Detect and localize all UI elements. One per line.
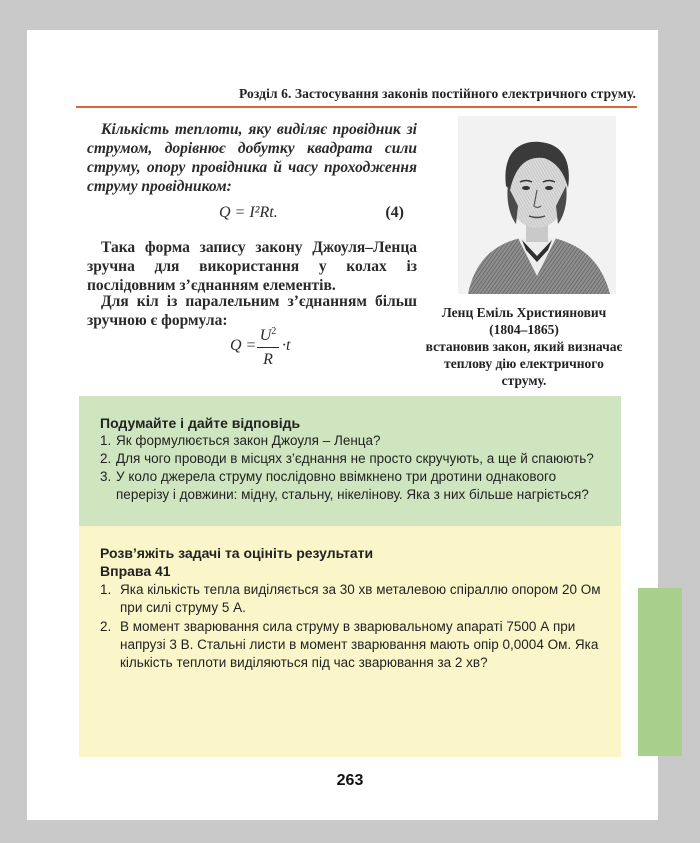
- portrait-caption: [424, 304, 624, 389]
- formula-2-fraction: [257, 326, 279, 369]
- portrait-image: [458, 116, 616, 294]
- formula-2-lhs: Q =: [230, 337, 257, 354]
- formula-2-denominator: R: [263, 351, 273, 368]
- formula-2-rhs: ·t: [282, 337, 291, 354]
- page-number: 263: [336, 772, 364, 789]
- think-and-answer-box: [79, 396, 621, 526]
- formula-1-number: (4): [385, 204, 404, 221]
- header-divider: [76, 106, 637, 108]
- question-list: [100, 432, 607, 504]
- problem-list: [100, 581, 607, 672]
- formula-1-expression: Q = I²Rt.: [219, 204, 278, 221]
- paragraph-series: Така форма запису закону Джоуля–Ленца зручна для використання у колах із послідовним з’єднанням елементів.: [87, 239, 417, 294]
- portrait-engraving: [458, 116, 616, 294]
- law-definition: Кількість теплоти, яку виділяє провідник зі струмом, дорівнює добутку квадрата сили струму, опору провідника й часу проходження струму провідником:: [87, 121, 417, 195]
- question-item: 2. Для чого проводи в місцях з’єднання не просто скручують, а ще й спаюють?: [100, 451, 594, 466]
- exercise-label: Вправа 41: [100, 563, 171, 579]
- side-color-tab: [638, 588, 682, 756]
- question-item: 1. Як формулюється закон Джоуля – Ленца?: [100, 433, 381, 448]
- paragraph-parallel: Для кіл із паралельним з’єднанням більш зручною є формула:: [87, 293, 417, 329]
- scientist-name: Ленц Еміль Християнович: [441, 305, 607, 320]
- problems-box-title: Розв’яжіть задачі та оцініть результати: [100, 545, 374, 561]
- problem-item: 1. Яка кількість тепла виділяється за 30 хв металевою спіраллю опором 20 Ом при силі струму 5 А.: [100, 582, 601, 615]
- scientist-description: встановив закон, який визначає теплову дію електричного струму.: [425, 339, 623, 388]
- problem-item: 2. В момент зварювання сила струму в зварювальному апараті 7500 А при напрузі 3 В. Стальні листи в момент зварювання мають опір 0,0004 Ом. Яка кількість теплоти виділяються під час зварювання за 2 хв?: [100, 619, 599, 670]
- chapter-header: Розділ 6. Застосування законів постійного електричного струму.: [239, 86, 636, 101]
- scientist-years: (1804–1865): [489, 322, 559, 337]
- formula-2-numerator: $U^2$: [257, 326, 279, 348]
- think-box-title: Подумайте і дайте відповідь: [100, 415, 301, 431]
- problems-box: [79, 526, 621, 757]
- question-item: 3. У коло джерела струму послідовно ввімкнено три дротини однакового перерізу і довжини: мідну, стальну, нікелінову. Яка з них більше нагріється?: [100, 469, 589, 502]
